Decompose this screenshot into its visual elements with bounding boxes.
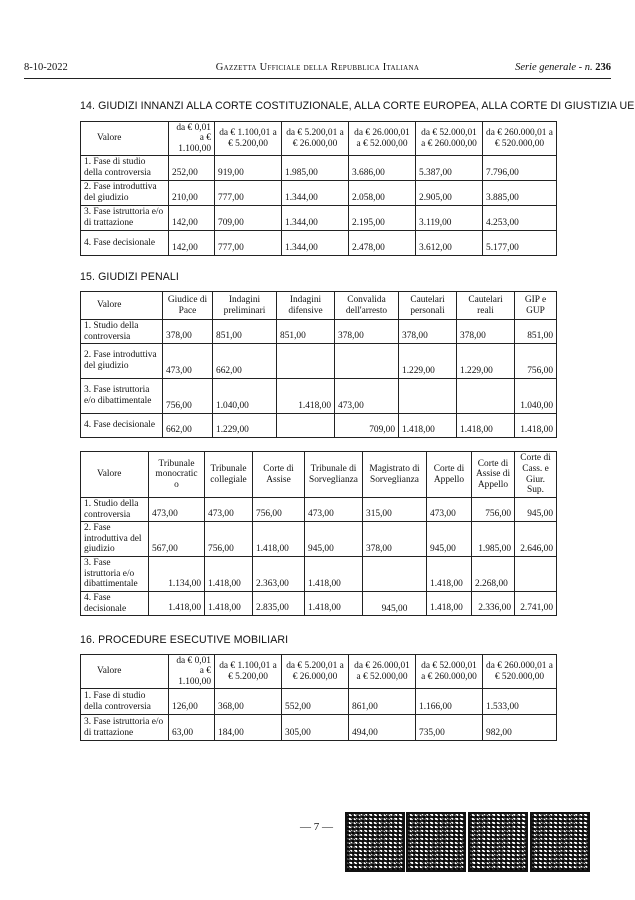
row-label: 3. Fase istruttoria e/o dibattimentale — [81, 379, 163, 414]
table-cell: 3.612,00 — [416, 231, 483, 256]
row-label: 3. Fase istruttoria e/o di trattazione — [81, 206, 169, 231]
table-cell: 945,00 — [427, 522, 472, 557]
table-header-cell: Valore — [81, 122, 169, 156]
table-cell: 2.478,00 — [349, 231, 416, 256]
table-cell: 2.195,00 — [349, 206, 416, 231]
table-row — [81, 231, 557, 256]
table-cell: 2.741,00 — [515, 592, 557, 616]
table-cell: 1.166,00 — [416, 689, 483, 715]
table-header-cell: da € 52.000,01 a € 260.000,00 — [416, 655, 483, 689]
table-header-cell: Tribunale monocratic o — [149, 452, 205, 498]
table-cell: 662,00 — [163, 414, 213, 438]
table-cell: 756,00 — [205, 522, 253, 557]
table-cell: 1.418,00 — [305, 592, 363, 616]
table-cell: 1.418,00 — [205, 592, 253, 616]
section-16-title: 16. PROCEDURE ESECUTIVE MOBILIARI — [80, 634, 289, 646]
table-row — [81, 557, 557, 592]
table-cell: 777,00 — [215, 231, 282, 256]
table-row — [81, 498, 557, 522]
table-cell: 1.344,00 — [282, 206, 349, 231]
table-cell: 1.418,00 — [427, 592, 472, 616]
table-header-cell: Corte di Assise di Appello — [472, 452, 515, 498]
table-cell: 567,00 — [149, 522, 205, 557]
table-cell: 861,00 — [349, 689, 416, 715]
table-cell: 1.229,00 — [213, 414, 277, 438]
header-series — [515, 62, 611, 73]
table-cell: 1.229,00 — [399, 344, 457, 379]
table-row — [81, 689, 557, 715]
table-cell: 851,00 — [515, 320, 557, 344]
table-cell: 3.119,00 — [416, 206, 483, 231]
table-header-cell: da € 1.100,01 a € 5.200,00 — [215, 655, 282, 689]
table-header-cell: da € 260.000,01 a € 520.000,00 — [483, 655, 557, 689]
qr-code-image — [468, 812, 528, 872]
table-cell: 378,00 — [399, 320, 457, 344]
table-cell: 473,00 — [149, 498, 205, 522]
table-header-cell: da € 26.000,01 a € 52.000,00 — [349, 655, 416, 689]
table-cell: 1.344,00 — [282, 231, 349, 256]
qr-code-image — [530, 812, 590, 872]
table-cell: 3.885,00 — [483, 181, 557, 206]
table-header-cell: GIP e GUP — [515, 292, 557, 320]
page-number: — 7 — — [300, 821, 333, 833]
table-cell: 1.985,00 — [282, 156, 349, 181]
table-cell: 210,00 — [169, 181, 215, 206]
page-header — [24, 62, 611, 76]
table-header-cell: Valore — [81, 292, 163, 320]
table-header-cell: Giudice di Pace — [163, 292, 213, 320]
table-cell: 142,00 — [169, 231, 215, 256]
table-cell — [363, 557, 427, 592]
table-cell: 756,00 — [163, 379, 213, 414]
table-header-cell: Tribunale di Sorveglianza — [305, 452, 363, 498]
table-cell: 5.387,00 — [416, 156, 483, 181]
table-cell — [515, 557, 557, 592]
table-cell: 552,00 — [282, 689, 349, 715]
table-cell: 1.418,00 — [427, 557, 472, 592]
table-cell: 378,00 — [363, 522, 427, 557]
row-label: 4. Fase decisionale — [81, 414, 163, 438]
header-date: 8-10-2022 — [24, 62, 68, 73]
table-cell: 945,00 — [515, 498, 557, 522]
table-row — [81, 414, 557, 438]
table-cell: 709,00 — [335, 414, 399, 438]
table-cell: 851,00 — [213, 320, 277, 344]
table-header-cell: da € 26.000,01 a € 52.000,00 — [349, 122, 416, 156]
table-cell: 2.835,00 — [253, 592, 305, 616]
table-16 — [80, 654, 557, 741]
table-header-cell: da € 5.200,01 a € 26.000,00 — [282, 655, 349, 689]
table-cell: 1.418,00 — [457, 414, 515, 438]
row-label: 4. Fase decisionale — [81, 592, 149, 616]
table-header-cell: Convalida dell'arresto — [335, 292, 399, 320]
table-cell: 5.177,00 — [483, 231, 557, 256]
table-cell: 1.418,00 — [515, 414, 557, 438]
table-cell: 368,00 — [215, 689, 282, 715]
table-cell: 982,00 — [483, 715, 557, 741]
table-cell: 252,00 — [169, 156, 215, 181]
table-header-cell: Corte di Assise — [253, 452, 305, 498]
table-15a — [80, 291, 557, 438]
table-cell: 7.796,00 — [483, 156, 557, 181]
table-header-cell: Magistrato di Sorveglianza — [363, 452, 427, 498]
table-cell: 473,00 — [163, 344, 213, 379]
table-header-cell: da € 260.000,01 a € 520.000,00 — [483, 122, 557, 156]
table-row — [81, 156, 557, 181]
table-row — [81, 181, 557, 206]
table-row — [81, 320, 557, 344]
table-row — [81, 206, 557, 231]
table-header-cell: da € 0,01 a € 1.100,00 — [169, 655, 215, 689]
table-15b-header-row — [81, 452, 557, 498]
table-cell: 378,00 — [457, 320, 515, 344]
table-cell — [457, 379, 515, 414]
table-cell: 2.058,00 — [349, 181, 416, 206]
table-header-cell: Indagini difensive — [277, 292, 335, 320]
table-14-header-row — [81, 122, 557, 156]
table-cell: 3.686,00 — [349, 156, 416, 181]
table-header-cell: Indagini preliminari — [213, 292, 277, 320]
table-cell: 1.533,00 — [483, 689, 557, 715]
table-cell — [399, 379, 457, 414]
table-cell: 63,00 — [169, 715, 215, 741]
table-cell: 756,00 — [472, 498, 515, 522]
table-row — [81, 344, 557, 379]
table-cell: 919,00 — [215, 156, 282, 181]
table-cell: 4.253,00 — [483, 206, 557, 231]
table-cell: 662,00 — [213, 344, 277, 379]
table-15b — [80, 451, 557, 616]
row-label: 2. Fase introduttiva del giudizio — [81, 181, 169, 206]
table-cell: 2.905,00 — [416, 181, 483, 206]
section-14-title: 14. GIUDIZI INNANZI ALLA CORTE COSTITUZIONALE, ALLA CORTE EUROPEA, ALLA CORTE DI GIUSTIZIA UE — [80, 100, 635, 112]
table-cell: 2.363,00 — [253, 557, 305, 592]
table-header-cell: Valore — [81, 452, 149, 498]
row-label: 4. Fase decisionale — [81, 231, 169, 256]
table-16-header-row — [81, 655, 557, 689]
table-cell: 315,00 — [363, 498, 427, 522]
section-15-title: 15. GIUDIZI PENALI — [80, 271, 179, 283]
table-cell: 756,00 — [253, 498, 305, 522]
row-label: 2. Fase introduttiva del giudizio — [81, 344, 163, 379]
table-cell: 777,00 — [215, 181, 282, 206]
table-header-cell: Cautelari reali — [457, 292, 515, 320]
table-cell: 851,00 — [277, 320, 335, 344]
table-cell: 1.229,00 — [457, 344, 515, 379]
row-label: 3. Fase istruttoria e/o di trattazione — [81, 715, 169, 741]
table-cell: 142,00 — [169, 206, 215, 231]
table-cell: 756,00 — [515, 344, 557, 379]
qr-code-image — [406, 812, 466, 872]
table-cell — [277, 344, 335, 379]
table-cell: 2.646,00 — [515, 522, 557, 557]
table-cell: 1.418,00 — [399, 414, 457, 438]
table-cell: 1.418,00 — [149, 592, 205, 616]
table-header-cell: da € 0,01 a € 1.100,00 — [169, 122, 215, 156]
table-header-cell: Tribunale collegiale — [205, 452, 253, 498]
table-row — [81, 592, 557, 616]
table-header-cell: da € 52.000,01 a € 260.000,00 — [416, 122, 483, 156]
table-15a-header-row — [81, 292, 557, 320]
table-cell: 2.336,00 — [472, 592, 515, 616]
header-series-label: Serie generale - n. — [515, 62, 593, 73]
table-cell: 494,00 — [349, 715, 416, 741]
table-cell: 473,00 — [205, 498, 253, 522]
table-cell: 473,00 — [305, 498, 363, 522]
table-cell: 1.418,00 — [253, 522, 305, 557]
table-header-cell: Corte di Appello — [427, 452, 472, 498]
table-14 — [80, 121, 557, 256]
table-cell: 1.040,00 — [213, 379, 277, 414]
row-label: 1. Studio della controversia — [81, 320, 163, 344]
header-issue-number: 236 — [595, 62, 611, 73]
row-label: 1. Studio della controversia — [81, 498, 149, 522]
table-cell: 378,00 — [335, 320, 399, 344]
table-row — [81, 379, 557, 414]
table-header-cell: da € 5.200,01 a € 26.000,00 — [282, 122, 349, 156]
table-header-cell: Valore — [81, 655, 169, 689]
table-cell: 1.134,00 — [149, 557, 205, 592]
table-cell: 2.268,00 — [472, 557, 515, 592]
table-header-cell: Corte di Cass. e Giur. Sup. — [515, 452, 557, 498]
header-title: Gazzetta Ufficiale della Repubblica Italiana — [215, 62, 420, 73]
table-cell — [277, 414, 335, 438]
table-cell: 945,00 — [363, 592, 427, 616]
table-cell: 126,00 — [169, 689, 215, 715]
table-cell: 735,00 — [416, 715, 483, 741]
table-cell: 378,00 — [163, 320, 213, 344]
table-cell: 305,00 — [282, 715, 349, 741]
table-cell — [335, 344, 399, 379]
row-label: 1. Fase di studio della controversia — [81, 689, 169, 715]
table-cell: 1.418,00 — [305, 557, 363, 592]
table-cell: 1.418,00 — [205, 557, 253, 592]
row-label: 2. Fase introduttiva del giudizio — [81, 522, 149, 557]
table-cell: 473,00 — [335, 379, 399, 414]
qr-code-image — [345, 812, 405, 872]
table-cell: 709,00 — [215, 206, 282, 231]
table-cell: 184,00 — [215, 715, 282, 741]
table-header-cell: da € 1.100,01 a € 5.200,00 — [215, 122, 282, 156]
table-cell: 1.344,00 — [282, 181, 349, 206]
table-cell: 1.418,00 — [277, 379, 335, 414]
table-cell: 1.985,00 — [472, 522, 515, 557]
row-label: 1. Fase di studio della controversia — [81, 156, 169, 181]
table-row — [81, 522, 557, 557]
table-cell: 1.040,00 — [515, 379, 557, 414]
table-header-cell: Cautelari personali — [399, 292, 457, 320]
table-cell: 945,00 — [305, 522, 363, 557]
table-cell: 473,00 — [427, 498, 472, 522]
row-label: 3. Fase istruttoria e/o dibattimentale — [81, 557, 149, 592]
table-row — [81, 715, 557, 741]
header-rule — [24, 78, 611, 79]
